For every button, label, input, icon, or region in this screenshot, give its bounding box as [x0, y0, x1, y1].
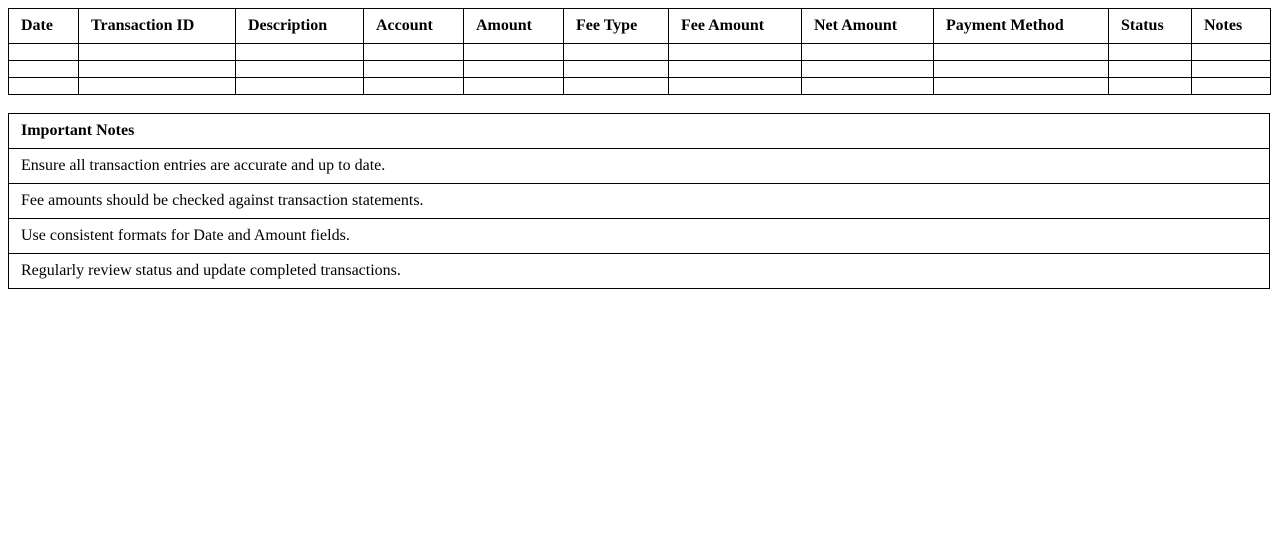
note-row: [9, 254, 1270, 289]
column-header-description: Description: [236, 9, 364, 44]
header-row: [9, 9, 1271, 44]
column-header-transaction-id: Transaction ID: [79, 9, 236, 44]
column-header-status: Status: [1109, 9, 1192, 44]
table-cell[interactable]: [364, 78, 464, 95]
column-header-payment-method: Payment Method: [934, 9, 1109, 44]
table-cell[interactable]: [9, 61, 79, 78]
table-cell[interactable]: [1192, 78, 1271, 95]
table-cell[interactable]: [364, 44, 464, 61]
note-item: Regularly review status and update completed transactions.: [9, 254, 1270, 289]
table-cell[interactable]: [364, 61, 464, 78]
table-cell[interactable]: [802, 44, 934, 61]
table-cell[interactable]: [669, 44, 802, 61]
table-cell[interactable]: [669, 78, 802, 95]
column-header-date: Date: [9, 9, 79, 44]
table-cell[interactable]: [464, 78, 564, 95]
table-cell[interactable]: [9, 78, 79, 95]
table-cell[interactable]: [934, 78, 1109, 95]
note-row: [9, 184, 1270, 219]
table-cell[interactable]: [564, 61, 669, 78]
table-cell[interactable]: [564, 78, 669, 95]
table-cell[interactable]: [79, 78, 236, 95]
table-cell[interactable]: [464, 44, 564, 61]
column-header-fee-type: Fee Type: [564, 9, 669, 44]
notes-header: [9, 114, 1270, 149]
table-cell[interactable]: [934, 61, 1109, 78]
notes-title-row: [9, 114, 1270, 149]
table-cell[interactable]: [1192, 61, 1271, 78]
table-cell[interactable]: [669, 61, 802, 78]
transactions-table-body: [9, 44, 1271, 95]
note-row: [9, 219, 1270, 254]
table-cell[interactable]: [236, 44, 364, 61]
table-row: [9, 78, 1271, 95]
table-cell[interactable]: [236, 78, 364, 95]
notes-title: Important Notes: [9, 114, 1270, 149]
table-cell[interactable]: [464, 61, 564, 78]
note-item: Fee amounts should be checked against transaction statements.: [9, 184, 1270, 219]
table-cell[interactable]: [1109, 78, 1192, 95]
transactions-table-header: [9, 9, 1271, 44]
table-cell[interactable]: [236, 61, 364, 78]
table-cell[interactable]: [934, 44, 1109, 61]
table-cell[interactable]: [1109, 61, 1192, 78]
column-header-notes: Notes: [1192, 9, 1271, 44]
column-header-amount: Amount: [464, 9, 564, 44]
table-cell[interactable]: [564, 44, 669, 61]
table-row: [9, 44, 1271, 61]
table-row: [9, 61, 1271, 78]
transactions-table: [8, 8, 1271, 95]
column-header-net-amount: Net Amount: [802, 9, 934, 44]
table-cell[interactable]: [79, 61, 236, 78]
table-cell[interactable]: [1192, 44, 1271, 61]
note-item: Use consistent formats for Date and Amount fields.: [9, 219, 1270, 254]
table-cell[interactable]: [802, 78, 934, 95]
column-header-account: Account: [364, 9, 464, 44]
table-cell[interactable]: [9, 44, 79, 61]
table-cell[interactable]: [79, 44, 236, 61]
note-item: Ensure all transaction entries are accurate and up to date.: [9, 149, 1270, 184]
notes-body: [9, 149, 1270, 289]
note-row: [9, 149, 1270, 184]
important-notes-table: [8, 113, 1270, 289]
table-cell[interactable]: [802, 61, 934, 78]
table-cell[interactable]: [1109, 44, 1192, 61]
column-header-fee-amount: Fee Amount: [669, 9, 802, 44]
